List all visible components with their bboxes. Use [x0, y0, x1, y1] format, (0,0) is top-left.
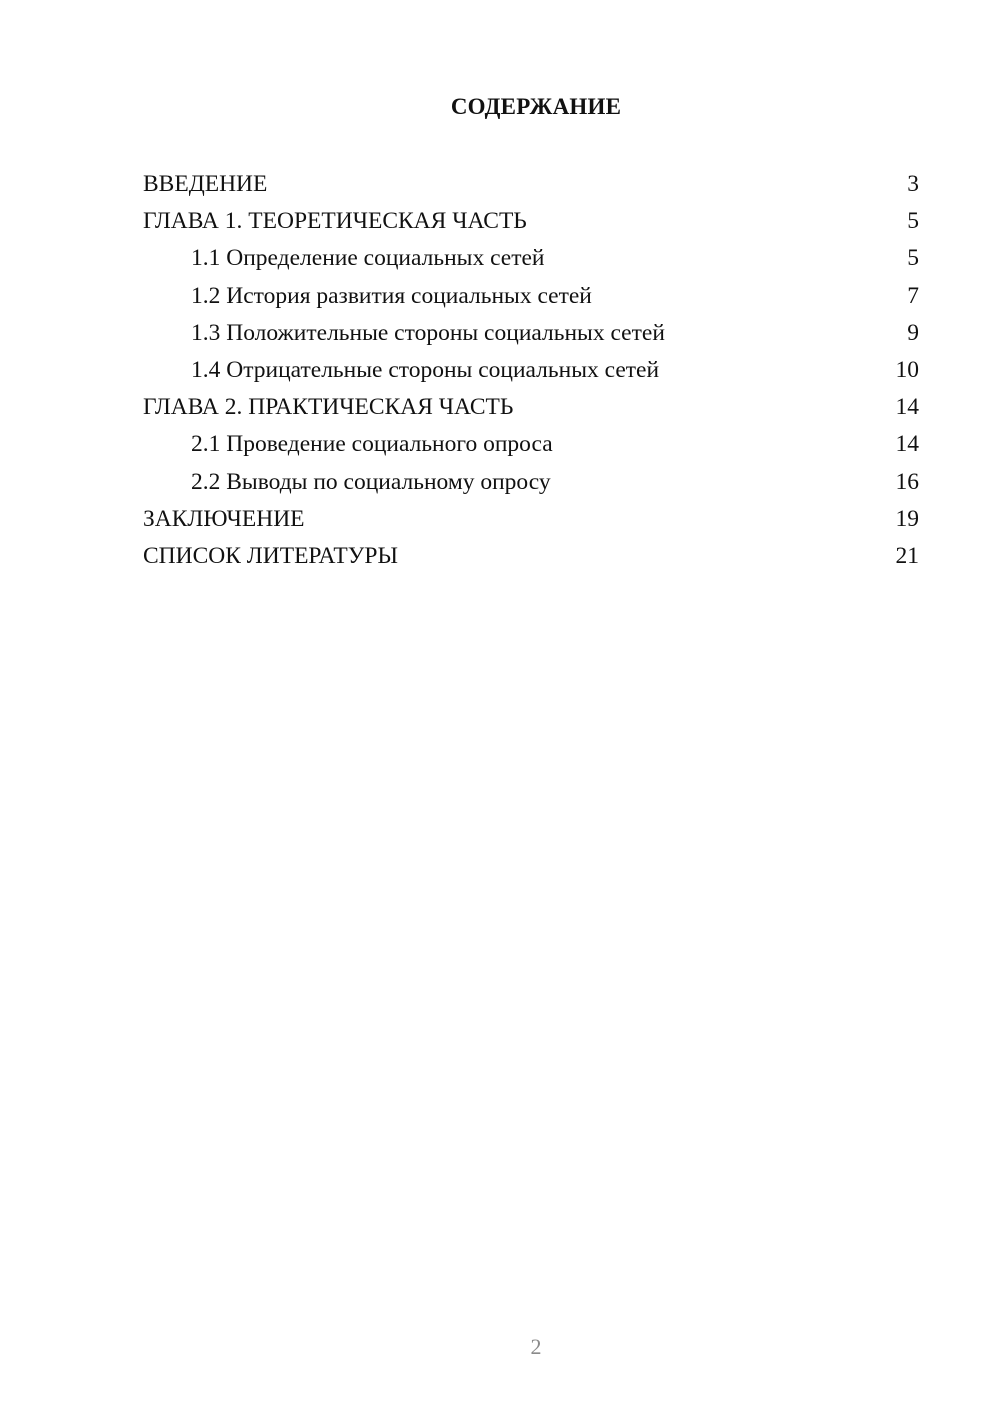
toc-entry-references[interactable] [143, 538, 919, 575]
toc-entry-page: 14 [895, 431, 919, 458]
page-number: 2 [530, 1334, 542, 1359]
toc-entry-label: ГЛАВА 2. ПРАКТИЧЕСКАЯ ЧАСТЬ [143, 394, 514, 421]
toc-entry-page: 9 [907, 319, 919, 346]
toc-entry-section-2-1[interactable] [143, 426, 919, 463]
toc-entry-page: 21 [895, 542, 919, 569]
toc-entry-page: 7 [907, 282, 919, 309]
toc-entry-page: 10 [895, 356, 919, 383]
toc-entry-conclusion[interactable] [143, 501, 919, 538]
table-of-contents [143, 166, 919, 575]
toc-entry-label: 1.3 Положительные стороны социальных сетей [191, 319, 665, 346]
toc-heading: СОДЕРЖАНИЕ [450, 94, 622, 119]
toc-entry-section-2-2[interactable] [143, 464, 919, 501]
toc-entry-label: СПИСОК ЛИТЕРАТУРЫ [143, 542, 398, 569]
toc-entry-label: 2.1 Проведение социального опроса [191, 431, 553, 458]
toc-entry-label: 2.2 Выводы по социальному опросу [191, 468, 551, 495]
toc-entry-label: 1.2 История развития социальных сетей [191, 282, 592, 309]
toc-entry-chapter-1[interactable] [143, 203, 919, 240]
toc-entry-label: ЗАКЛЮЧЕНИЕ [143, 505, 305, 532]
toc-entry-page: 16 [895, 468, 919, 495]
toc-entry-page: 19 [895, 505, 919, 532]
toc-entry-label: ГЛАВА 1. ТЕОРЕТИЧЕСКАЯ ЧАСТЬ [143, 208, 527, 235]
toc-entry-page: 14 [895, 394, 919, 421]
toc-entry-label: 1.1 Определение социальных сетей [191, 245, 545, 272]
toc-entry-section-1-2[interactable] [143, 278, 919, 315]
toc-entry-page: 5 [907, 245, 919, 272]
toc-entry-page: 5 [907, 208, 919, 235]
toc-entry-chapter-2[interactable] [143, 389, 919, 426]
toc-entry-section-1-1[interactable] [143, 240, 919, 277]
toc-entry-section-1-3[interactable] [143, 315, 919, 352]
toc-entry-page: 3 [907, 171, 919, 197]
toc-entry-label: 1.4 Отрицательные стороны социальных сетей [191, 356, 660, 383]
toc-entry-introduction[interactable] [143, 166, 919, 203]
toc-entry-label: ВВЕДЕНИЕ [143, 171, 268, 197]
toc-entry-section-1-4[interactable] [143, 352, 919, 389]
